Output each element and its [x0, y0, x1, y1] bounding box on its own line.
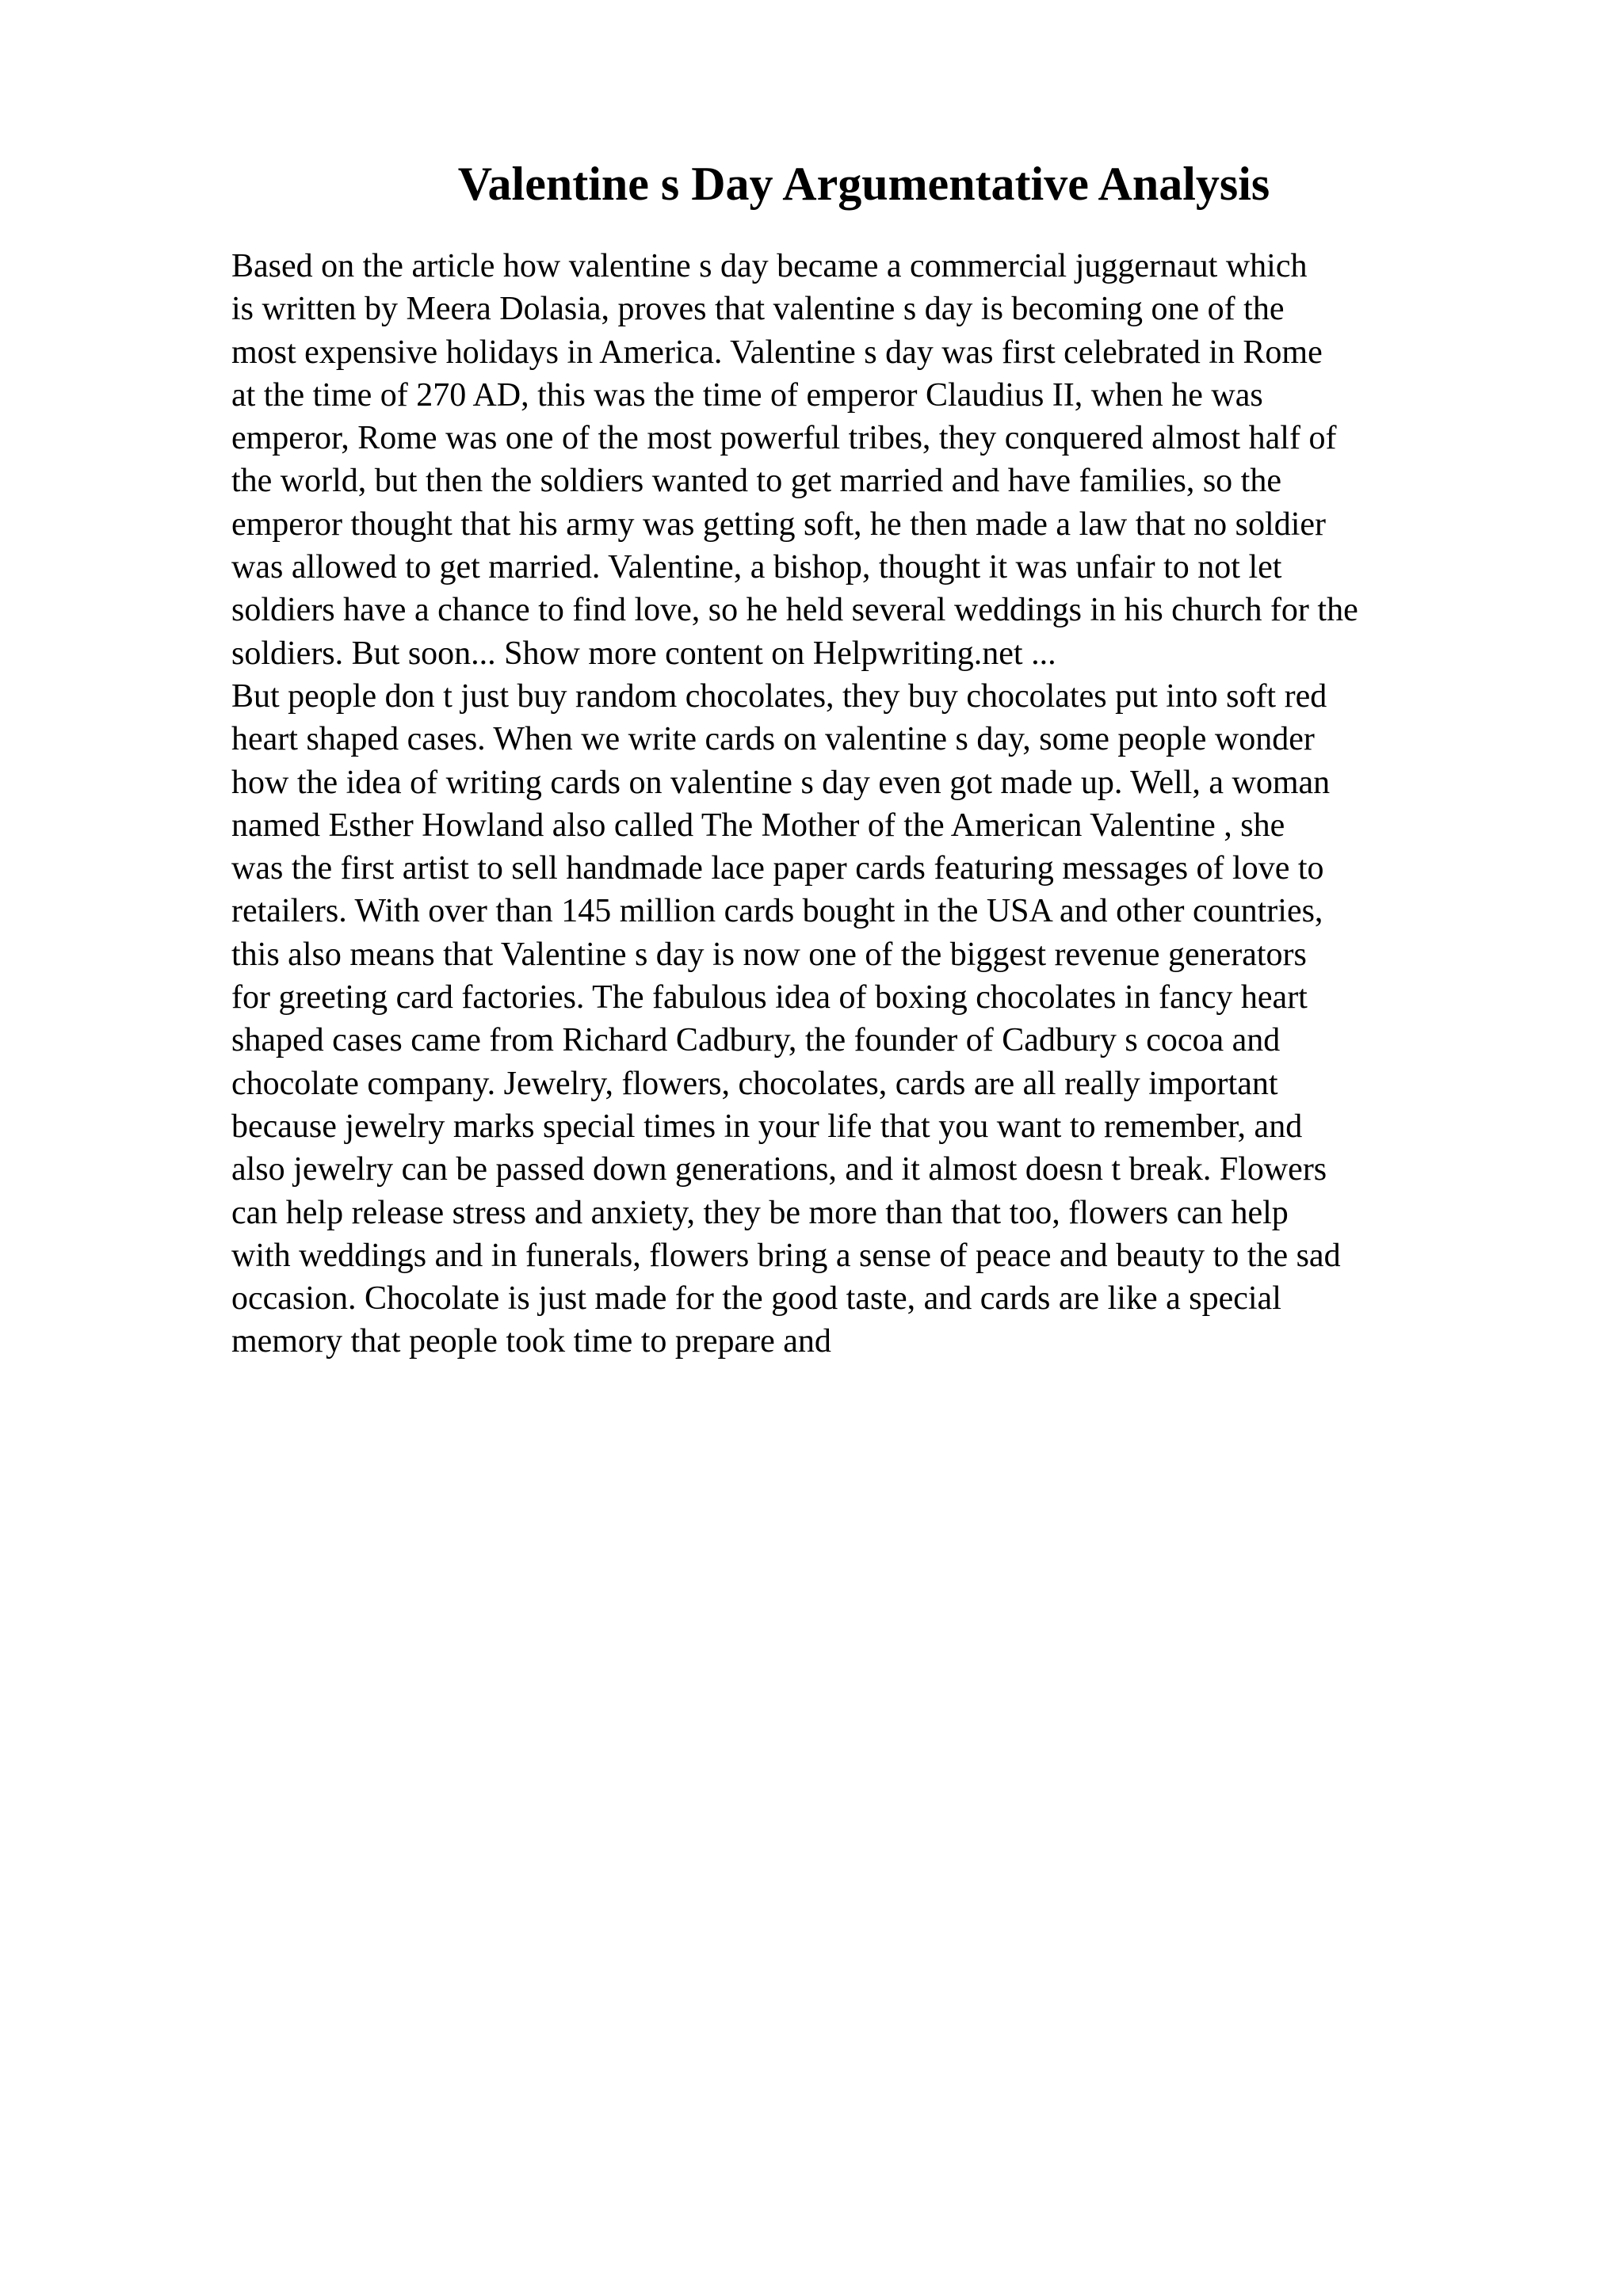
body-line: is written by Meera Dolasia, proves that valentine s day is becoming one of the [231, 291, 1285, 328]
body-line: emperor, Rome was one of the most powerful tribes, they conquered almost half of [231, 420, 1337, 457]
body-line: soldiers have a chance to find love, so he held several weddings in his church for the [231, 592, 1358, 629]
body-line: at the time of 270 AD, this was the time of emperor Claudius II, when he was [231, 376, 1263, 414]
body-line: memory that people took time to prepare and [231, 1323, 831, 1360]
body-line: because jewelry marks special times in your life that you want to remember, and [231, 1108, 1303, 1145]
body-line: this also means that Valentine s day is now one of the biggest revenue generators [231, 936, 1307, 973]
document-title: Valentine s Day Argumentative Analysis [457, 158, 1270, 210]
document-body [231, 245, 1594, 1363]
body-line: can help release stress and anxiety, they be more than that too, flowers can help [231, 1194, 1289, 1231]
body-line: was the first artist to sell handmade lace paper cards featuring messages of love to [231, 850, 1324, 887]
body-line: how the idea of writing cards on valentine s day even got made up. Well, a woman [231, 764, 1331, 801]
body-line: also jewelry can be passed down generations, and it almost doesn t break. Flowers [231, 1151, 1327, 1188]
body-line: was allowed to get married. Valentine, a bishop, thought it was unfair to not let [231, 549, 1282, 586]
body-line: most expensive holidays in America. Valentine s day was first celebrated in Rome [231, 334, 1323, 371]
body-line: the world, but then the soldiers wanted to get married and have families, so the [231, 463, 1281, 500]
body-line: soldiers. But soon... Show more content on Helpwriting.net ... [231, 635, 1056, 672]
body-line: retailers. With over than 145 million cards bought in the USA and other countries, [231, 893, 1323, 930]
body-line: shaped cases came from Richard Cadbury, the founder of Cadbury s cocoa and [231, 1022, 1281, 1059]
body-line: But people don t just buy random chocolates, they buy chocolates put into soft red [231, 677, 1327, 715]
body-line: heart shaped cases. When we write cards on valentine s day, some people wonder [231, 721, 1315, 758]
body-line: with weddings and in funerals, flowers bring a sense of peace and beauty to the sad [231, 1237, 1341, 1274]
body-line: named Esther Howland also called The Mother of the American Valentine , she [231, 807, 1285, 844]
body-line: chocolate company. Jewelry, flowers, chocolates, cards are all really important [231, 1065, 1278, 1102]
body-line: Based on the article how valentine s day became a commercial juggernaut which [231, 248, 1308, 284]
body-line: emperor thought that his army was getting soft, he then made a law that no soldier [231, 505, 1326, 543]
body-line: occasion. Chocolate is just made for the good taste, and cards are like a special [231, 1280, 1281, 1318]
body-line: for greeting card factories. The fabulous idea of boxing chocolates in fancy heart [231, 979, 1308, 1016]
